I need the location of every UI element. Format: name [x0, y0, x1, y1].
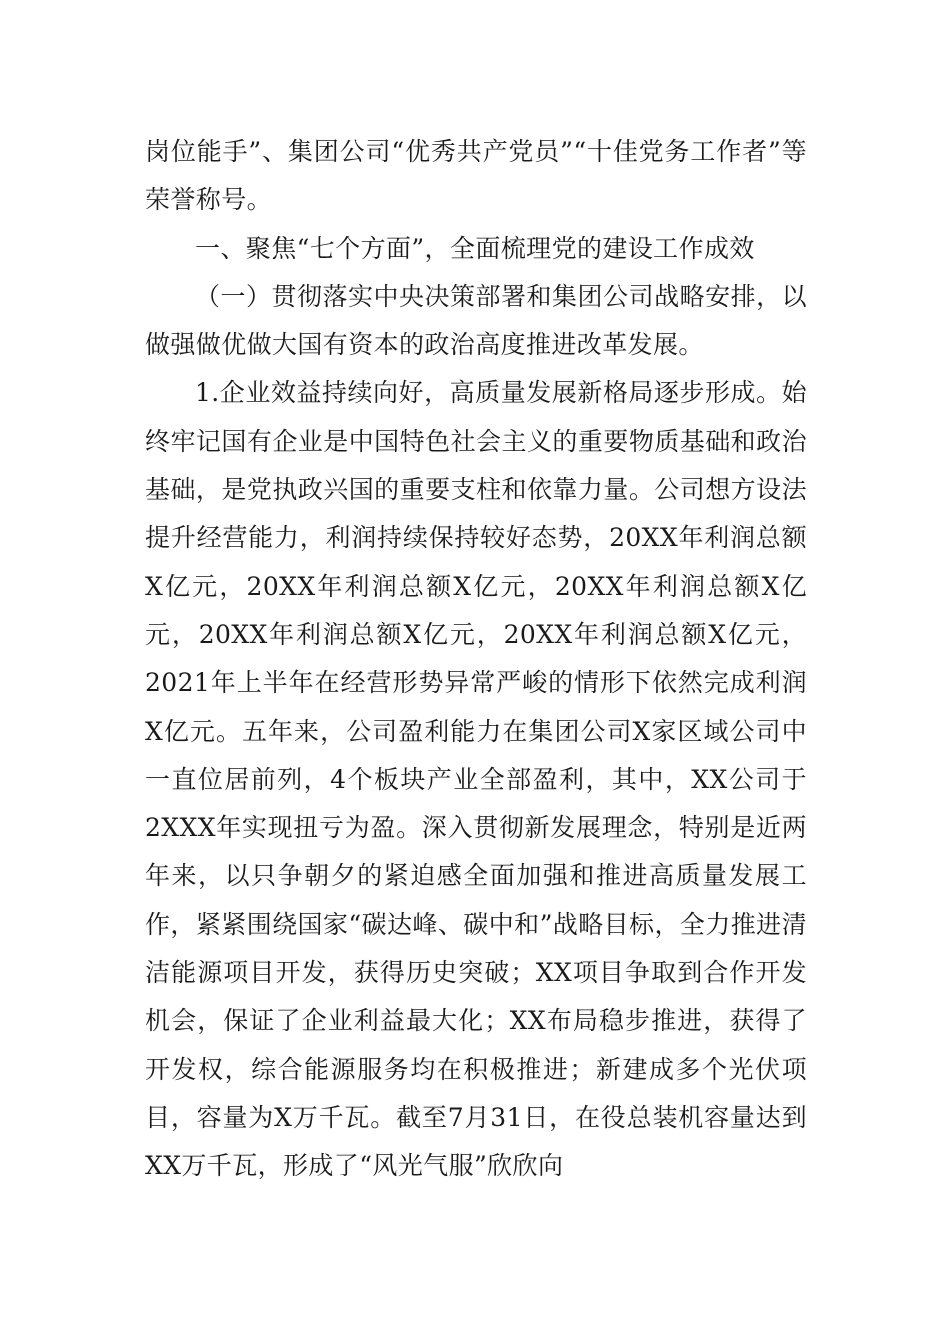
paragraph-continued: 岗位能手”、集团公司“优秀共产党员”“十佳党务工作者”等荣誉称号。	[145, 137, 807, 215]
section-heading: 一、聚焦“七个方面”，全面梳理党的建设工作成效	[195, 233, 755, 263]
subsection-heading: （一）贯彻落实中央决策部署和集团公司战略安排，以做强做优做大国有资本的政治高度推进改革发展。	[145, 281, 807, 360]
body-paragraph: 1.企业效益持续向好，高质量发展新格局逐步形成。始终牢记国有企业是中国特色社会主义的重要物质基础和政治基础，是党执政兴国的重要支柱和依靠力量。公司想方设法提升经营能力，利润持续保持较好态势，20XX年利润总额X亿元，20XX年利润总额X亿元，20XX年利润总额X亿元，20XX年利润总额X亿元，20XX年利润总额X亿元，2021年上半年在经营形势异常严峻的情形下依然完成利润X亿元。五年来，公司盈利能力在集团公司X家区域公司中一直位居前列，4个板块产业全部盈利，其中，XX公司于2XXX年实现扭亏为盈。深入贯彻新发展理念，特别是近两年来，以只争朝夕的紧迫感全面加强和推进高质量发展工作，紧紧围绕国家“碳达峰、碳中和”战略目标，全力推进清洁能源项目开发，获得历史突破；XX项目争取到合作开发机会，保证了企业利益最大化；XX布局稳步推进，获得了开发权，综合能源服务均在积极推进；新建成多个光伏项目，容量为X万千瓦。截至7月31日，在役总装机容量达到XX万千瓦，形成了“风光气服”欣欣向	[145, 378, 807, 1181]
document-body	[145, 128, 807, 1191]
